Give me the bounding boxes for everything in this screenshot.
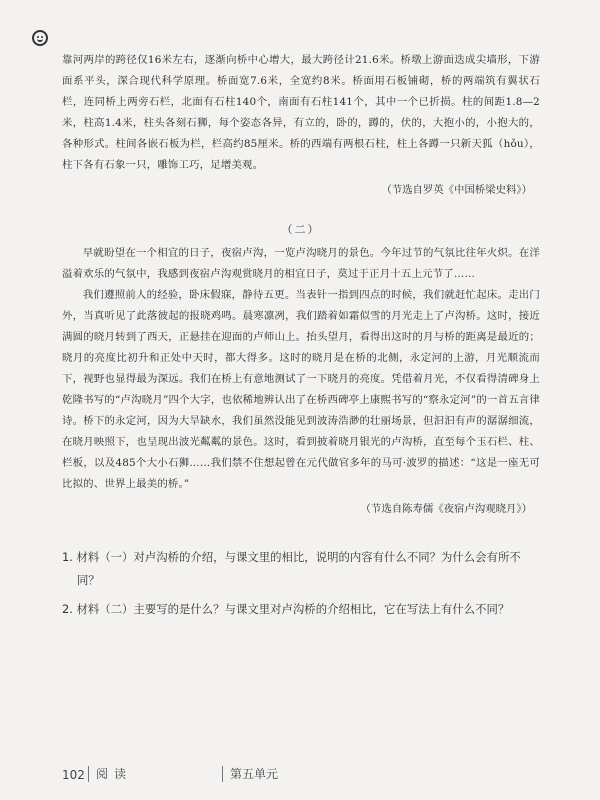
smiley-face-icon xyxy=(32,30,48,46)
material1-paragraph: 靠河两岸的跨径仅16米左右，逐渐向桥中心增大，最大跨径计21.6米。桥墩上游面迭成尖墙形，下游面系平头，深合现代科学原理。桥面宽7.6米，全宽约8米。桥面用石板铺砌，桥的两端筑有翼状石栏，连同桥上两旁石栏，北面有石柱140个，南面有石柱141个，其中一个已折损。柱的间距1.8—2米，柱高1.4米，柱头各刻石狮，每个姿态各异，有立的，卧的，蹲的，伏的，大抱小的，小抱大的，各种形式。柱间各嵌石板为栏，栏高约85厘米。桥的西端有两根石柱，柱上各蹲一只新天狐（hǒu），柱下各有石象一只，雕饰工巧，足增美观。 xyxy=(62,54,540,171)
book-label: 阅读 xyxy=(96,767,133,781)
questions-list xyxy=(62,546,540,621)
footer-divider xyxy=(88,766,89,782)
page-footer xyxy=(62,760,540,782)
footer-divider xyxy=(222,766,223,782)
material1-source: （节选自罗英《中国桥梁史料》） xyxy=(381,184,532,196)
material2-source: （节选自陈寿儒《夜宿卢沟观晓月》） xyxy=(360,503,532,515)
question-1: 1. 材料（一）对卢沟桥的介绍，与课文里的相比，说明的内容有什么不同？为什么会有所不同？ xyxy=(62,550,521,587)
unit-label: 第五单元 xyxy=(230,767,279,781)
page-content xyxy=(62,50,540,627)
question-2: 2. 材料（二）主要写的是什么？与课文里对卢沟桥的介绍相比，它在写法上有什么不同？ xyxy=(62,602,510,616)
material2-title: （二） xyxy=(281,223,321,236)
page-number: 102 xyxy=(62,768,85,782)
material2-paragraph-1: 早就盼望在一个相宜的日子，夜宿卢沟，一览卢沟晓月的景色。今年过节的气氛比往年火炽。在洋溢着欢乐的气氛中，我感到夜宿卢沟观赏晓月的相宜日子，莫过于正月十五上元节了…… xyxy=(62,247,540,280)
material2-paragraph-2: 我们遵照前人的经验，卧床假寐，静待五更。当表针一指到四点的时候，我们就赶忙起床。走出门外，当真听见了此落彼起的报晓鸡鸣。晨寒凛冽，我们踏着如霜似雪的月光走上了卢沟桥。这时，接近满圆的晓月转到了西天，正悬挂在迎面的卢师山上。抬头望月，看得出这时的月与桥的距离是最近的；晓月的亮度比初升和正处中天时，都大得多。这时的晓月是在桥的北侧，永定河的上游，月光顺流而下，视野也显得最为深远。我们在桥上有意地测试了一下晓月的亮度。凭借着月光，不仅看得清碑身上乾隆书写的“卢沟晓月”四个大字，也依稀地辨认出了在桥西碑亭上康熙书写的“察永定河”的一首五言律诗。桥下的永定河，因为大旱缺水，我们虽然没能见到波涛浩渺的壮丽场景，但汩汩有声的潺潺细流，在晓月映照下，也呈现出波光粼粼的景色。这时，看到披着晓月银光的卢沟桥，直至每个玉石栏、柱、栏板，以及485个大小石狮……我们禁不住想起曾在元代做官多年的马可·波罗的描述：“这是一座无可比拟的、世界上最美的桥。” xyxy=(62,289,540,490)
